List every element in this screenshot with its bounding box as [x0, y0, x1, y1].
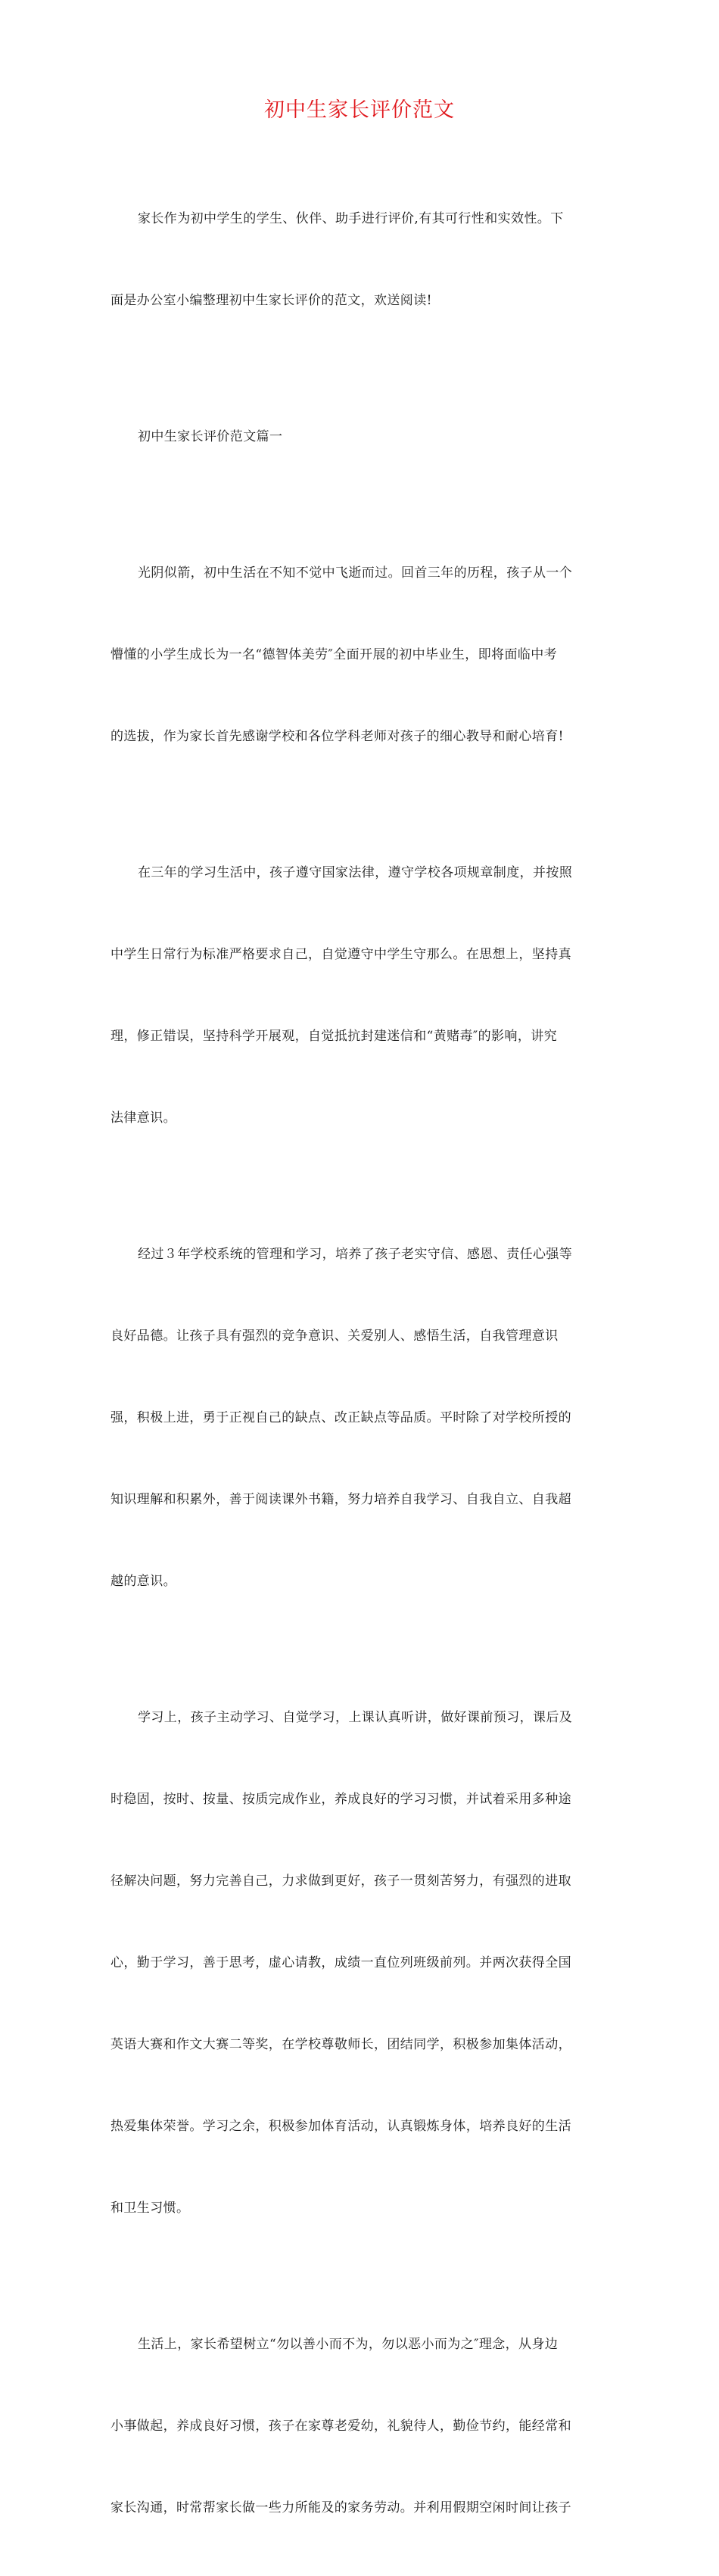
paragraph-4	[110, 1649, 610, 2276]
text-line: 光阴似箭，初中生活在不知不觉中飞逝而过。回首三年的历程，孩子从一个	[138, 565, 573, 581]
paragraph-5	[110, 2276, 610, 2576]
text-line: 经过３年学校系统的管理和学习，培养了孩子老实守信、感恩、责任心强等	[138, 1247, 573, 1262]
document-body	[110, 151, 610, 2576]
text-line: 面是办公室小编整理初中生家长评价的范文，欢送阅读!	[110, 293, 432, 308]
text-line: 英语大赛和作文大赛二等奖，在学校尊敬师长，团结同学，积极参加集体活动，	[110, 2037, 571, 2052]
section-heading	[110, 369, 610, 505]
text-line: 径解决问题，努力完善自己，力求做到更好，孩子一贯刻苦努力，有强烈的进取	[110, 1874, 571, 1889]
text-line: 家长作为初中学生的学生、伙伴、助手进行评价,有其可行性和实效性。下	[138, 211, 564, 226]
text-line: 懵懂的小学生成长为一名“德智体美劳″全面开展的初中毕业生，即将面临中考	[110, 647, 558, 662]
text-line: 中学生日常行为标准严格要求自己，自觉遵守中学生守那么。在思想上，坚持真	[110, 947, 571, 962]
text-line: 在三年的学习生活中，孩子遵守国家法律，遵守学校各项规章制度，并按照	[138, 865, 573, 880]
text-line: 心，勤于学习，善于思考，虚心请教，成绩一直位列班级前列。并两次获得全国	[110, 1955, 571, 1970]
intro-paragraph	[110, 151, 610, 369]
text-line: 法律意识。	[110, 1110, 176, 1126]
paragraph-2	[110, 805, 610, 1186]
text-line: 强，积极上进，勇于正视自己的缺点、改正缺点等品质。平时除了对学校所授的	[110, 1410, 571, 1425]
text-line: 的选拔，作为家长首先感谢学校和各位学科老师对孩子的细心教导和耐心培育!	[110, 729, 564, 744]
text-line: 理，修正错误，坚持科学开展观，自觉抵抗封建迷信和“黄赌毒″的影响，讲究	[110, 1029, 558, 1044]
text-line: 时稳固，按时、按量、按质完成作业，养成良好的学习习惯，并试着采用多种途	[110, 1792, 571, 1807]
text-line: 学习上，孩子主动学习、自觉学习，上课认真听讲，做好课前预习，课后及	[138, 1710, 573, 1725]
text-line: 越的意识。	[110, 1574, 176, 1589]
text-line: 家长沟通，时常帮家长做一些力所能及的家务劳动。并利用假期空闲时间让孩子	[110, 2500, 571, 2515]
paragraph-3	[110, 1186, 610, 1649]
text-line: 良好品德。让孩子具有强烈的竞争意识、关爱别人、感悟生活，自我管理意识	[110, 1328, 559, 1344]
text-line: 小事做起，养成良好习惯，孩子在家尊老爱幼，礼貌待人，勤俭节约，能经常和	[110, 2419, 571, 2434]
paragraph-1	[110, 505, 610, 805]
text-line: 知识理解和积累外，善于阅读课外书籍，努力培养自我学习、自我自立、自我超	[110, 1492, 571, 1507]
text-line: 初中生家长评价范文篇一	[138, 429, 283, 444]
text-line: 生活上，家长希望树立“勿以善小而不为，勿以恶小而为之″理念，从身边	[138, 2337, 559, 2352]
document-title: 初中生家长评价范文	[264, 98, 455, 122]
text-line: 和卫生习惯。	[110, 2201, 190, 2216]
text-line: 热爱集体荣誉。学习之余，积极参加体育活动，认真锻炼身体，培养良好的生活	[110, 2119, 571, 2134]
